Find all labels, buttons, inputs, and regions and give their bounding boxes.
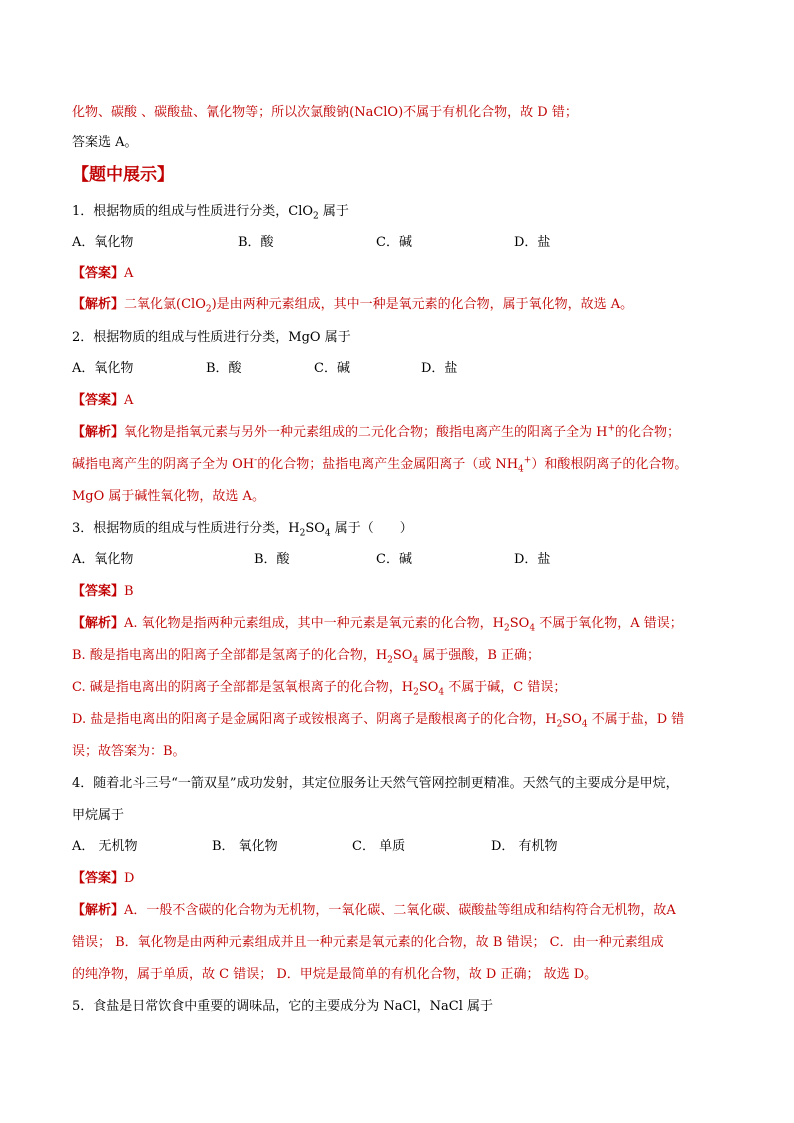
q2-answer: 【答案】A	[72, 393, 134, 408]
question-5-stem: 5．食盐是日常饮食中重要的调味品，它的主要成分为 NaCl，NaCl 属于	[72, 999, 493, 1014]
q1-option-b: B．酸	[238, 235, 274, 250]
q1-option-d: D．盐	[514, 235, 551, 250]
question-1-stem: 1．根据物质的组成与性质进行分类，ClO$_2$ 属于	[72, 204, 349, 222]
q1-option-c: C．碱	[376, 235, 412, 250]
q4-option-a: A． 无机物	[72, 839, 138, 854]
question-2-stem: 2．根据物质的组成与性质进行分类，MgO 属于	[72, 330, 351, 345]
q2-option-d: D．盐	[421, 361, 458, 376]
q3-answer: 【答案】B	[72, 584, 134, 599]
q3-analysis-line-a: 【解析】A. 氧化物是指两种元素组成，其中一种元素是氧元素的化合物，$H_2SO_4$ 不属于氧化物，A 错误；	[72, 616, 683, 634]
q3-analysis-line-d: D. 盐是指电离出的阳离子是金属阳离子或铵根离子、阴离子是酸根离子的化合物，$H_2SO_4$ 不属于盐，D 错	[72, 712, 685, 730]
section-title: 【题中展示】	[72, 165, 174, 185]
q3-analysis-line-c: C. 碱是指电离出的阴离子全部都是氢氧根离子的化合物，$H_2SO_4$ 不属于碱，C 错误；	[72, 680, 567, 698]
q1-answer: 【答案】A	[72, 266, 134, 281]
q4-analysis-line-3: 的纯净物，属于单质，故 C 错误； D．甲烷是最简单的有机化合物，故 D 正确； 故选 D。	[72, 967, 598, 982]
q3-option-b: B．酸	[254, 552, 290, 567]
q1-option-a: A．氧化物	[72, 235, 134, 250]
q2-analysis-line-3: MgO 属于碱性氧化物，故选 A。	[72, 489, 265, 504]
q4-option-c: C． 单质	[352, 839, 406, 854]
q3-analysis-line-b: B. 酸是指电离出的阳离子全部都是氢离子的化合物，$H_2SO_4$ 属于强酸，B 正确；	[72, 648, 541, 666]
q4-option-d: D． 有机物	[491, 839, 558, 854]
question-3-stem: 3．根据物质的组成与性质进行分类，$H_2SO_4$ 属于（ ）	[72, 521, 413, 539]
q2-option-b: B．酸	[206, 361, 242, 376]
continuation-line-1: 化物、碳酸 、碳酸盐、氰化物等；所以次氯酸钠(NaClO)不属于有机化合物，故 D 错；	[72, 105, 578, 120]
q2-analysis-line-2: 碱指电离产生的阴离子全为 OH-的化合物；盐指电离产生金属阳离子（或 $NH_4^+$）和酸根阴离子的化合物。	[72, 455, 688, 475]
q3-option-d: D．盐	[514, 552, 551, 567]
q2-analysis-line-1: 【解析】氧化物是指氧元素与另外一种元素组成的二元化合物；酸指电离产生的阳离子全为 H+的化合物；	[72, 423, 681, 440]
q2-option-c: C．碱	[314, 361, 350, 376]
q1-analysis: 【解析】二氧化氯(ClO$_2$)是由两种元素组成，其中一种是氧元素的化合物，属于氧化物，故选 A。	[72, 297, 634, 315]
q4-analysis-line-1: 【解析】A．一般不含碳的化合物为无机物，一氧化碳、二氧化碳、碳酸盐等组成和结构符合无机物，故A	[72, 903, 676, 918]
q3-analysis-line-d2: 误；故答案为：B。	[72, 744, 186, 759]
q3-option-c: C．碱	[376, 552, 412, 567]
q4-analysis-line-2: 错误； B．氧化物是由两种元素组成并且一种元素是氧元素的化合物，故 B 错误； C．由一种元素组成	[72, 935, 664, 950]
q4-option-b: B． 氧化物	[212, 839, 278, 854]
continuation-line-2: 答案选 A。	[72, 135, 138, 150]
question-4-stem-line-2: 甲烷属于	[72, 808, 125, 823]
q4-answer: 【答案】D	[72, 871, 135, 886]
question-4-stem-line-1: 4．随着北斗三号“一箭双星”成功发射，其定位服务让天然气管网控制更精准。天然气的主要成分是甲烷，	[72, 776, 679, 791]
q2-option-a: A．氧化物	[72, 361, 134, 376]
q3-option-a: A．氧化物	[72, 552, 134, 567]
